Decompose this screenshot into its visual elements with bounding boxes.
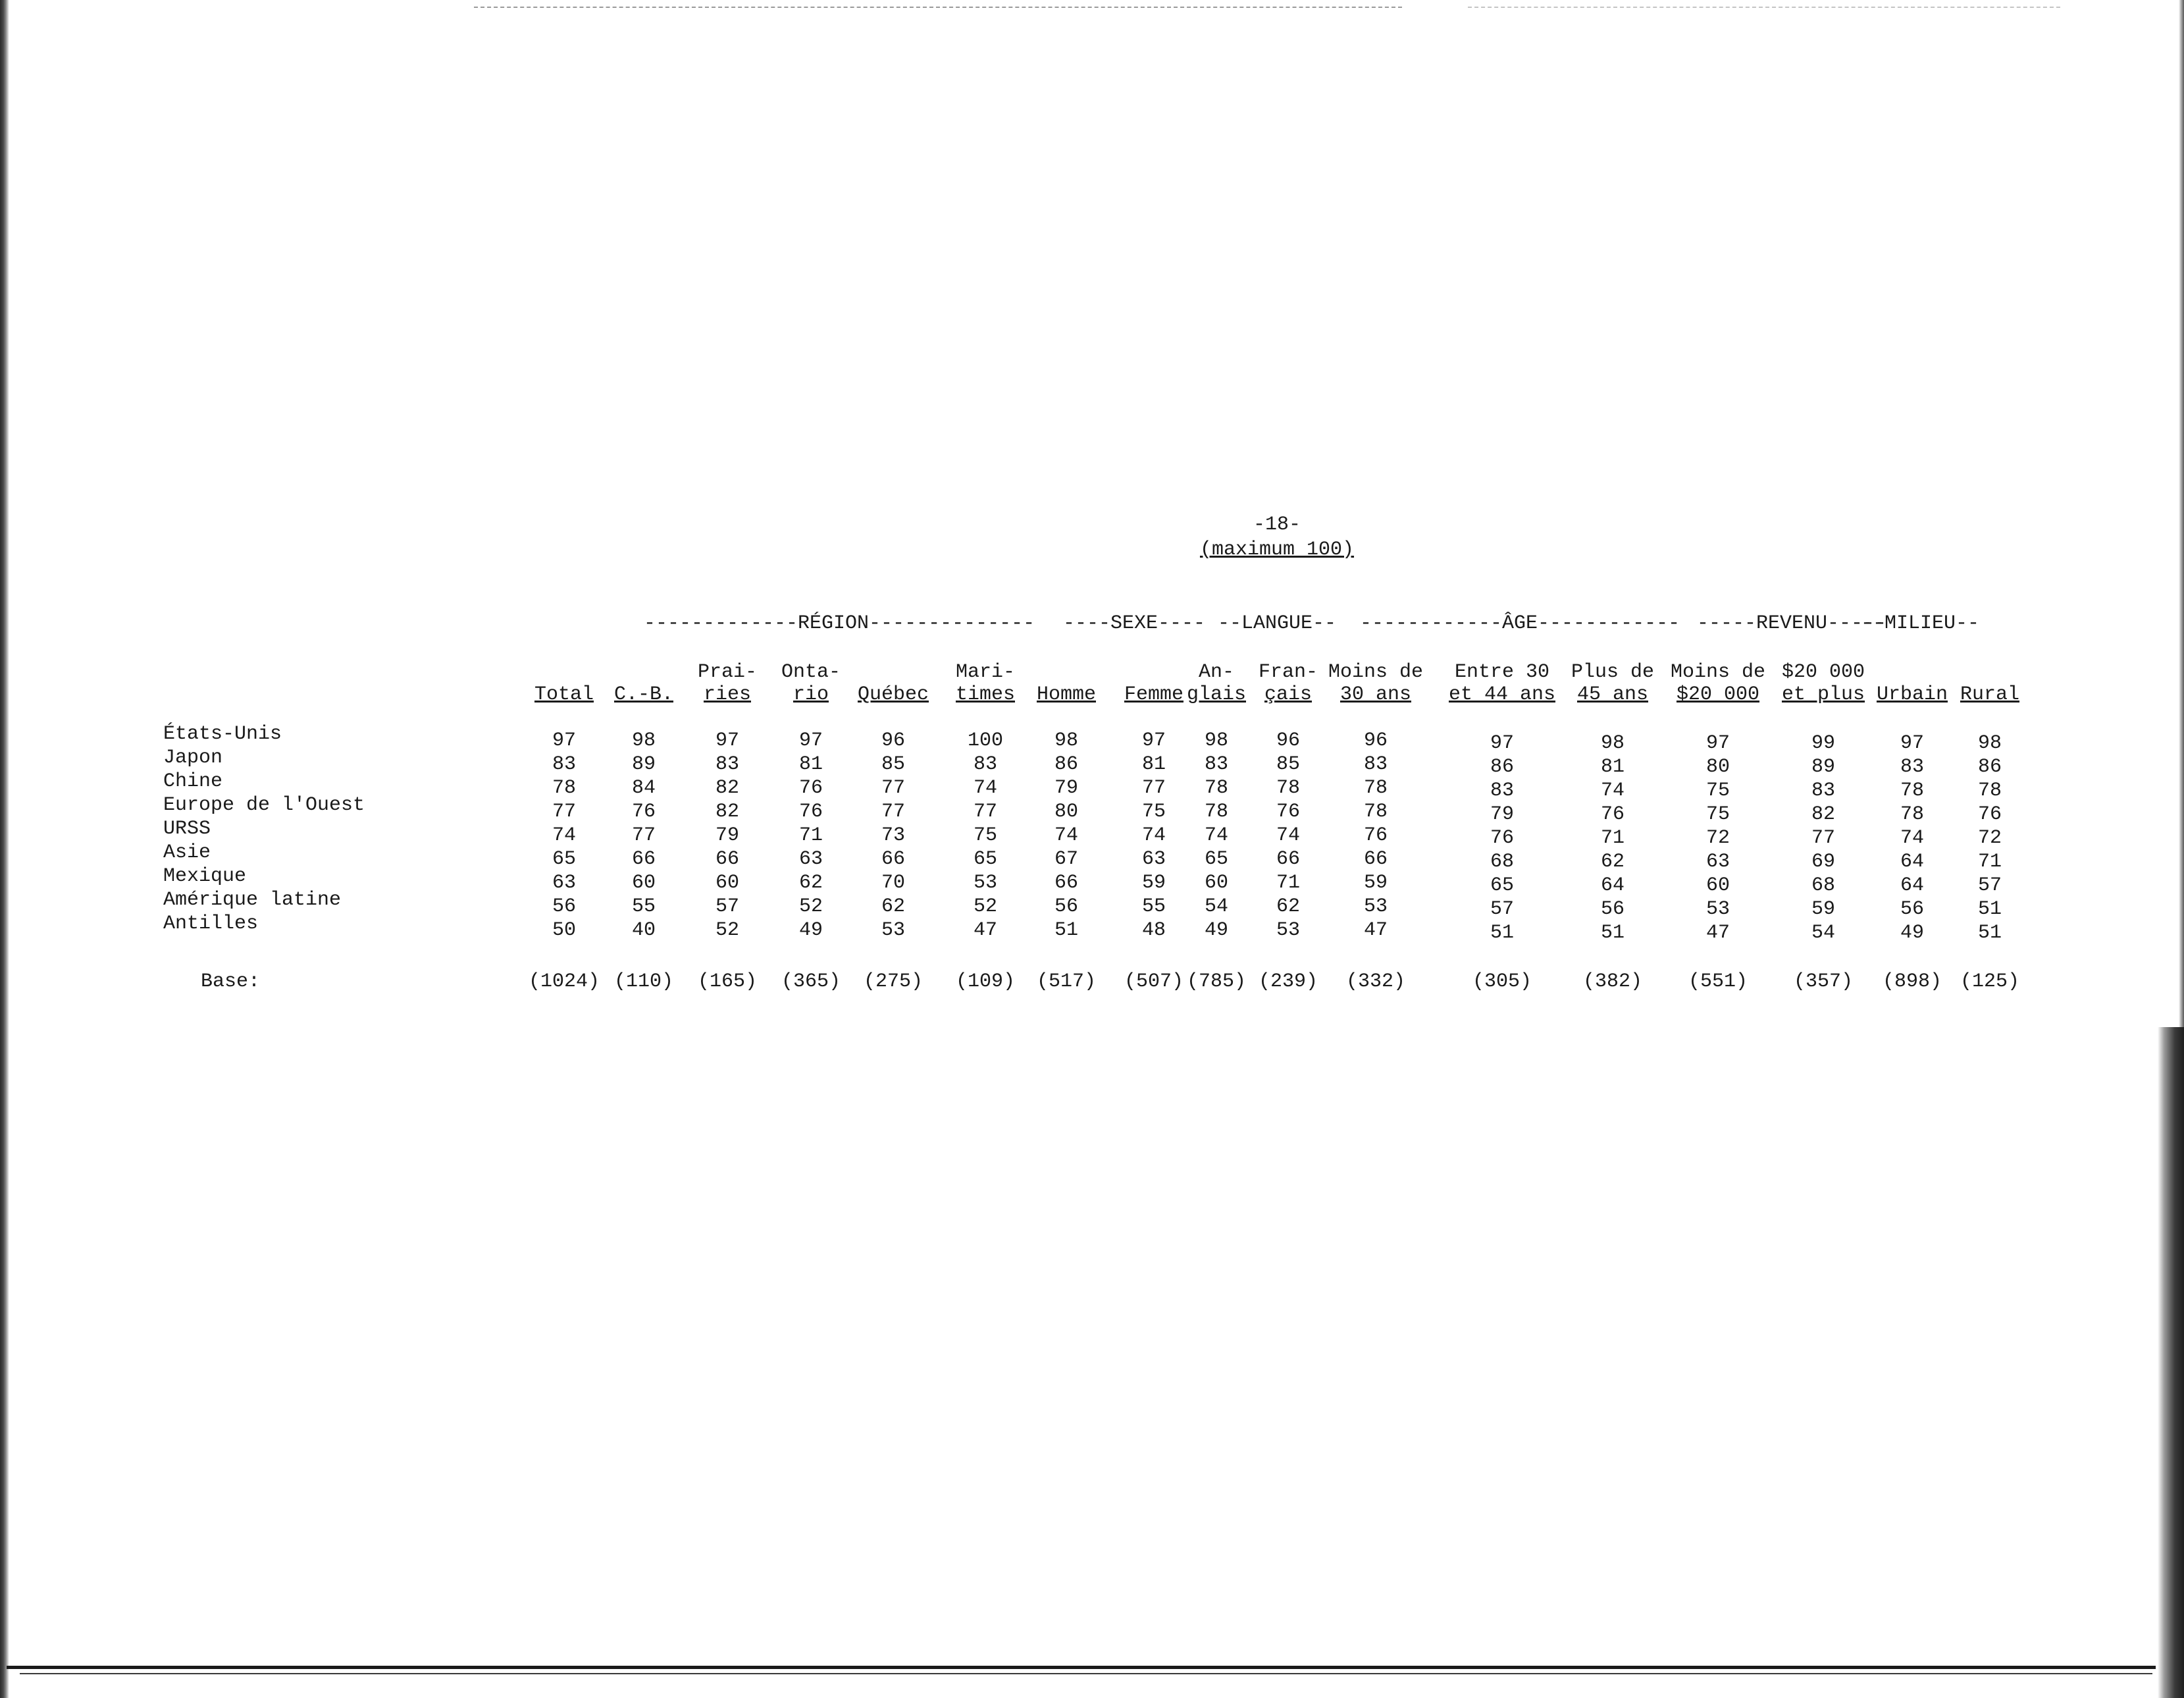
table-cell: 71 [798,824,823,847]
base-cell: (785) [1186,970,1246,993]
table-cell: 63 [1705,851,1730,873]
table-cell: 60 [1705,874,1730,897]
table-cell: 78 [1900,803,1924,826]
table-cell: 51 [1600,922,1625,944]
table-cell: 76 [1363,824,1388,847]
table-cell: 76 [631,801,656,823]
table-cell: 66 [1276,848,1300,870]
table-cell: 83 [1363,753,1388,776]
base-label: Base: [201,970,261,993]
table-cell: 51 [1977,898,2002,920]
table-cell: 57 [1490,898,1514,920]
column-header-line1: $20 000 [1781,661,1865,683]
table-cell: 78 [1363,801,1388,823]
table-cell: 83 [973,753,997,776]
table-cell: 62 [798,872,823,894]
table-cell: 66 [1363,848,1388,870]
column-header-line1: Plus de [1571,661,1655,683]
table-cell: 77 [881,801,905,823]
table-cell: 97 [715,730,739,752]
table-cell: 72 [1977,827,2002,849]
table-cell: 75 [1705,803,1730,826]
table-cell: 98 [1054,730,1078,752]
table-cell: 49 [1204,919,1228,942]
base-cell: (239) [1258,970,1318,993]
table-cell: 64 [1900,851,1924,873]
bottom-rule [7,1666,2156,1669]
table-cell: 74 [1141,824,1166,847]
table-cell: 75 [1705,780,1730,802]
group-header-milieu: --MILIEU-- [1861,612,1980,635]
column-header-line2: Femme [1124,683,1183,706]
table-cell: 56 [1054,895,1078,918]
table-cell: 83 [1490,780,1514,802]
scan-top-line-faint [1468,7,2060,8]
table-cell: 76 [798,777,823,799]
row-label: URSS [163,818,211,840]
table-cell: 79 [1054,777,1078,799]
column-header [1303,661,1448,706]
table-cell: 74 [1600,780,1625,802]
table-cell: 75 [1141,801,1166,823]
table-cell: 48 [1141,919,1166,942]
table-cell: 85 [1276,753,1300,776]
table-cell: 74 [1900,827,1924,849]
column-header-line1: Onta- [781,661,841,683]
table-cell: 60 [631,872,656,894]
table-cell: 83 [1811,780,1835,802]
table-cell: 59 [1811,898,1835,920]
table-cell: 59 [1141,872,1166,894]
table-cell: 77 [881,777,905,799]
column-header-line1: Moins de [1670,661,1766,683]
table-cell: 71 [1977,851,2002,873]
table-cell: 81 [798,753,823,776]
table-cell: 82 [1811,803,1835,826]
table-cell: 97 [798,730,823,752]
table-cell: 81 [1600,756,1625,778]
table-cell: 97 [1900,732,1924,755]
table-cell: 68 [1490,851,1514,873]
table-cell: 96 [881,730,905,752]
scan-edge-left [0,0,9,1698]
table-cell: 47 [973,919,997,942]
column-header-line1: Fran- [1258,661,1318,683]
base-cell: (165) [697,970,757,993]
table-cell: 62 [881,895,905,918]
table-cell: 50 [552,919,576,942]
table-cell: 79 [715,824,739,847]
table-cell: 82 [715,777,739,799]
row-label: Mexique [163,865,247,888]
table-cell: 76 [798,801,823,823]
table-cell: 49 [1900,922,1924,944]
table-cell: 75 [973,824,997,847]
table-cell: 74 [973,777,997,799]
table-cell: 83 [552,753,576,776]
table-cell: 47 [1705,922,1730,944]
base-cell: (507) [1124,970,1183,993]
table-cell: 69 [1811,851,1835,873]
table-cell: 78 [1204,777,1228,799]
table-cell: 77 [1141,777,1166,799]
table-cell: 51 [1977,922,2002,944]
table-cell: 65 [973,848,997,870]
column-header-line2: 45 ans [1576,683,1649,706]
page-number: -18- [1253,514,1301,536]
column-header-line2: Québec [857,683,929,706]
column-header-line2: ries [703,683,751,706]
row-label: Japon [163,747,223,769]
table-cell: 98 [1204,730,1228,752]
row-label: États-Unis [163,723,282,745]
table-cell: 53 [881,919,905,942]
table-cell: 98 [1600,732,1625,755]
table-cell: 67 [1054,848,1078,870]
base-cell: (332) [1345,970,1405,993]
table-cell: 86 [1977,756,2002,778]
table-cell: 100 [967,730,1003,752]
table-cell: 65 [1490,874,1514,897]
table-cell: 78 [1276,777,1300,799]
table-cell: 70 [881,872,905,894]
base-cell: (1024) [528,970,600,993]
column-header-line1: An- [1198,661,1234,683]
table-cell: 77 [973,801,997,823]
column-header-line1: Prai- [697,661,757,683]
table-cell: 89 [1811,756,1835,778]
table-cell: 76 [1977,803,2002,826]
column-header-line1: Moins de [1328,661,1424,683]
table-cell: 68 [1811,874,1835,897]
column-header-line1: Mari- [955,661,1015,683]
column-header-line2: 30 ans [1339,683,1412,706]
column-header-line2: Rural [1960,683,2019,706]
row-label: Asie [163,841,211,864]
table-cell: 60 [1204,872,1228,894]
table-cell: 56 [552,895,576,918]
column-header [1917,661,2062,706]
table-cell: 51 [1054,919,1078,942]
table-cell: 80 [1705,756,1730,778]
base-cell: (382) [1582,970,1642,993]
table-cell: 78 [1977,780,2002,802]
table-cell: 78 [1900,780,1924,802]
table-cell: 74 [1276,824,1300,847]
column-header-line2: et plus [1781,683,1865,706]
row-label: Amérique latine [163,889,342,911]
table-cell: 78 [1204,801,1228,823]
table-cell: 98 [1977,732,2002,755]
table-cell: 97 [1141,730,1166,752]
table-cell: 83 [1204,753,1228,776]
column-header-line1: Entre 30 [1454,661,1550,683]
table-cell: 78 [552,777,576,799]
base-cell: (110) [613,970,673,993]
table-cell: 74 [1054,824,1078,847]
scan-top-line [474,7,1402,8]
table-cell: 96 [1276,730,1300,752]
table-cell: 77 [631,824,656,847]
table-cell: 52 [798,895,823,918]
table-cell: 78 [1363,777,1388,799]
base-cell: (275) [863,970,923,993]
table-cell: 64 [1600,874,1625,897]
table-cell: 83 [715,753,739,776]
column-header-line2: times [955,683,1015,706]
table-cell: 71 [1600,827,1625,849]
table-cell: 47 [1363,919,1388,942]
table-cell: 54 [1811,922,1835,944]
table-cell: 86 [1490,756,1514,778]
table-cell: 60 [715,872,739,894]
table-cell: 55 [1141,895,1166,918]
table-cell: 65 [552,848,576,870]
table-cell: 66 [1054,872,1078,894]
table-cell: 66 [881,848,905,870]
column-header-line2: Homme [1036,683,1096,706]
row-label: Antilles [163,913,259,935]
table-cell: 52 [973,895,997,918]
table-cell: 63 [552,872,576,894]
table-cell: 89 [631,753,656,776]
table-cell: 80 [1054,801,1078,823]
base-cell: (365) [781,970,841,993]
base-cell: (517) [1036,970,1096,993]
column-header-line2: çais [1264,683,1312,706]
table-cell: 56 [1900,898,1924,920]
table-cell: 76 [1490,827,1514,849]
table-cell: 77 [552,801,576,823]
column-header-line2: rio [793,683,829,706]
table-cell: 63 [1141,848,1166,870]
table-cell: 77 [1811,827,1835,849]
table-cell: 97 [552,730,576,752]
column-header-line1 [1917,661,2062,683]
group-header-sexe: ----SEXE---- [1063,612,1206,635]
table-cell: 53 [1705,898,1730,920]
row-label: Europe de l'Ouest [163,794,365,816]
column-header-line2: glais [1186,683,1246,706]
base-cell: (125) [1960,970,2019,993]
table-cell: 56 [1600,898,1625,920]
group-header-langue: --LANGUE-- [1218,612,1337,635]
table-cell: 74 [1204,824,1228,847]
table-cell: 96 [1363,730,1388,752]
table-cell: 86 [1054,753,1078,776]
base-cell: (898) [1882,970,1942,993]
table-cell: 49 [798,919,823,942]
group-header-region: -------------RÉGION-------------- [644,612,1035,635]
table-cell: 62 [1276,895,1300,918]
table-cell: 73 [881,824,905,847]
table-cell: 62 [1600,851,1625,873]
column-header-line2: Total [534,683,594,706]
table-cell: 76 [1600,803,1625,826]
table-cell: 57 [1977,874,2002,897]
bottom-rule-inner [20,1673,2152,1674]
table-cell: 65 [1204,848,1228,870]
table-cell: 84 [631,777,656,799]
scan-edge-right [2158,1027,2184,1698]
group-header-age: ------------ÂGE------------ [1360,612,1680,635]
table-cell: 55 [631,895,656,918]
table-cell: 71 [1276,872,1300,894]
base-cell: (305) [1472,970,1532,993]
table-cell: 52 [715,919,739,942]
row-label: Chine [163,770,223,793]
table-cell: 53 [1363,895,1388,918]
table-cell: 82 [715,801,739,823]
column-header-line2: $20 000 [1676,683,1760,706]
table-cell: 76 [1276,801,1300,823]
table-cell: 54 [1204,895,1228,918]
table-cell: 79 [1490,803,1514,826]
table-cell: 57 [715,895,739,918]
table-cell: 40 [631,919,656,942]
table-cell: 99 [1811,732,1835,755]
table-cell: 97 [1490,732,1514,755]
base-cell: (357) [1793,970,1853,993]
table-cell: 63 [798,848,823,870]
base-cell: (109) [955,970,1015,993]
table-cell: 83 [1900,756,1924,778]
scan-edge-right-top [2179,0,2184,1027]
table-cell: 98 [631,730,656,752]
base-cell: (551) [1688,970,1748,993]
table-cell: 97 [1705,732,1730,755]
table-cell: 66 [631,848,656,870]
table-cell: 59 [1363,872,1388,894]
table-cell: 85 [881,753,905,776]
table-cell: 53 [1276,919,1300,942]
column-header-line2: C.-B. [613,683,673,706]
table-cell: 53 [973,872,997,894]
table-cell: 74 [552,824,576,847]
column-header-line2: Urbain [1876,683,1948,706]
table-cell: 66 [715,848,739,870]
group-header-revenu: -----REVENU----- [1697,612,1887,635]
table-cell: 64 [1900,874,1924,897]
table-subtitle: (maximum 100) [1199,539,1355,561]
table-cell: 72 [1705,827,1730,849]
table-cell: 81 [1141,753,1166,776]
table-cell: 51 [1490,922,1514,944]
column-header-line2: et 44 ans [1448,683,1556,706]
